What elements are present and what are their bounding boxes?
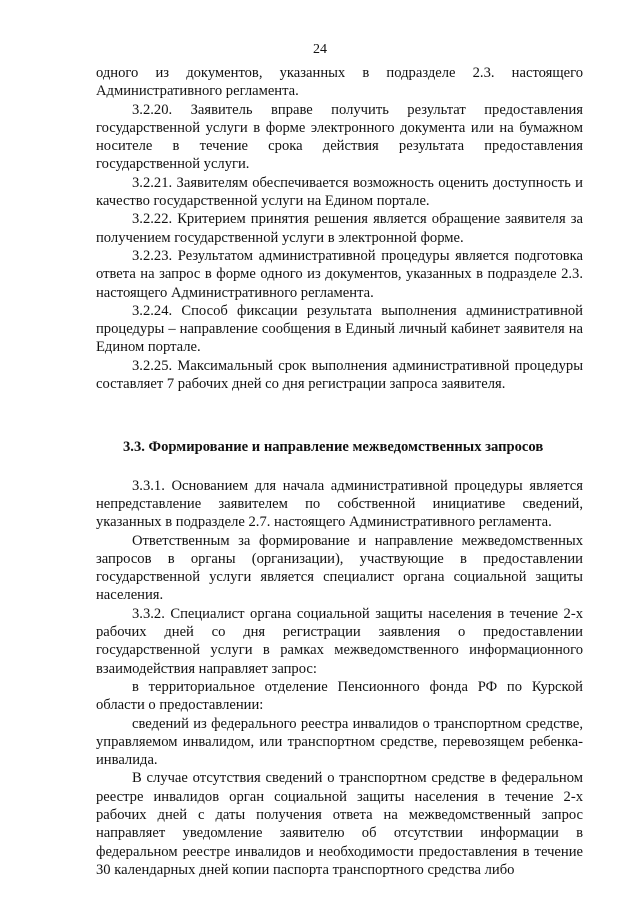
paragraph: одного из документов, указанных в подразделе 2.3. настоящего Административного регламента. [96, 65, 583, 100]
paragraph-3-2-24: 3.2.24. Способ фиксации результата выполнения административной процедуры – направление сообщения в Единый личный кабинет заявителя на Едином портале. [96, 302, 583, 356]
paragraph-responsible: Ответственным за формирование и направление межведомственных запросов в органы (организации), участвующие в предоставлении государственной услуги является специалист органа социальной защиты населения. [96, 532, 583, 604]
paragraph-3-2-25: 3.2.25. Максимальный срок выполнения административной процедуры составляет 7 рабочих дней со дня регистрации запроса заявителя. [96, 357, 583, 393]
page-number: 24 [313, 42, 327, 57]
paragraph-3-3-2: 3.3.2. Специалист органа социальной защиты населения в течение 2-х рабочих дней со дня регистрации заявления о предоставлении государственной услуги в рамках межведомственного информационного взаимодействия направляет запрос: [96, 605, 583, 677]
paragraph-no-info-case: В случае отсутствия сведений о транспортном средстве в федеральном реестре инвалидов орган социальной защиты населения в течение 2-х рабочих дней с даты получения ответа на межведомственный запрос направляет уведомление заявителю об отсутствии информации в федеральном реестре инвалидов и необходимости предоставления в течение 30 календарных дней копии паспорта транспортного средства либо [96, 770, 583, 878]
paragraph-3-2-22: 3.2.22. Критерием принятия решения является обращение заявителя за получением государственной услуги в электронной форме. [96, 211, 583, 246]
paragraph-3-2-20: 3.2.20. Заявитель вправе получить результат предоставления государственной услуги в форме электронного документа или на бумажном носителе в течение срока действия результата предоставления государственной услуги. [96, 101, 583, 173]
section-heading: 3.3. Формирование и направление межведомственных запросов [123, 439, 544, 456]
paragraph-registry-info: сведений из федерального реестра инвалидов о транспортном средстве, управляемом инвалидом, или транспортном средстве, перевозящем ребенка-инвалида. [96, 715, 583, 769]
paragraph-3-3-1: 3.3.1. Основанием для начала административной процедуры является непредставление заявителем по собственной инициативе сведений, указанных в подразделе 2.7. настоящего Административного регламента. [96, 477, 583, 531]
paragraph-3-2-23: 3.2.23. Результатом административной процедуры является подготовка ответа на запрос в форме одного из документов, указанных в подразделе 2.3. настоящего Административного регламента. [96, 247, 583, 301]
document-body [96, 64, 583, 879]
paragraph-pension-fund: в территориальное отделение Пенсионного фонда РФ по Курской области о предоставлении: [96, 678, 583, 714]
paragraph-3-2-21: 3.2.21. Заявителям обеспечивается возможность оценить доступность и качество государственной услуги на Едином портале. [96, 174, 583, 210]
